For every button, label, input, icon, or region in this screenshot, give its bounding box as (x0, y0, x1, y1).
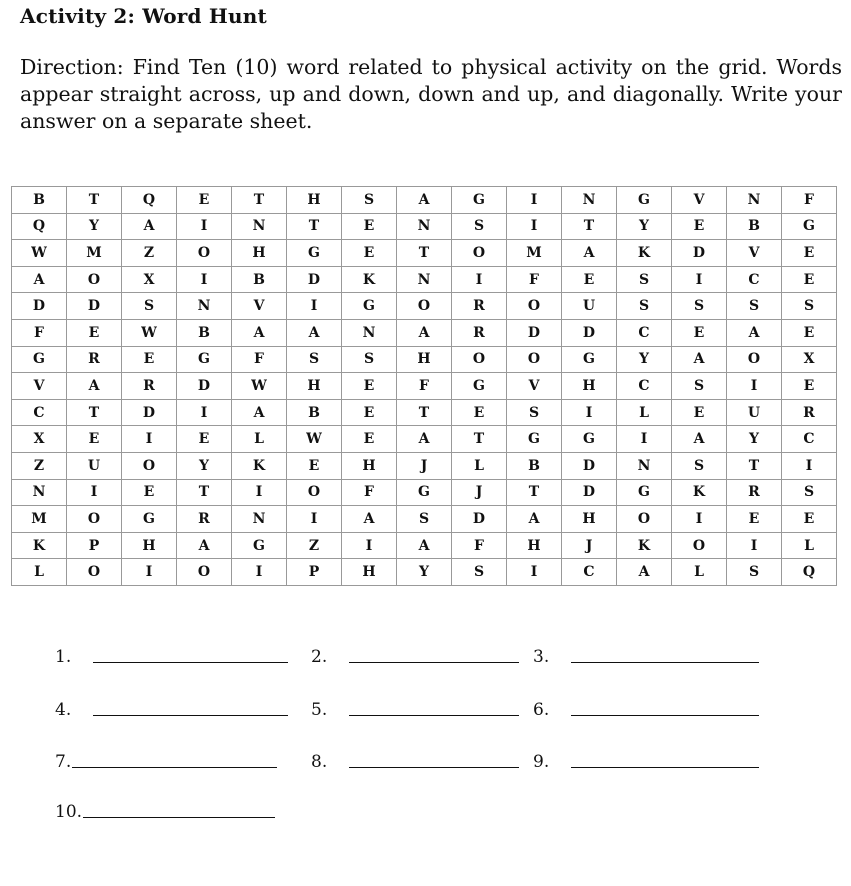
grid-cell[interactable]: I (507, 213, 562, 240)
answer-blank-9 (533, 752, 759, 772)
grid-cell[interactable]: G (782, 213, 837, 240)
grid-cell[interactable]: A (397, 187, 452, 214)
answer-blank-3 (533, 647, 759, 667)
grid-cell[interactable]: D (672, 240, 727, 267)
grid-cell[interactable]: W (232, 373, 287, 400)
grid-cell[interactable]: B (12, 187, 67, 214)
grid-cell[interactable]: D (67, 293, 122, 320)
grid-cell[interactable]: T (507, 479, 562, 506)
grid-cell[interactable]: S (342, 346, 397, 373)
grid-cell[interactable]: I (177, 213, 232, 240)
grid-cell[interactable]: L (12, 559, 67, 586)
grid-cell[interactable]: X (122, 266, 177, 293)
grid-cell[interactable]: T (452, 426, 507, 453)
grid-row (12, 319, 837, 346)
grid-cell[interactable]: E (342, 426, 397, 453)
grid-row (12, 452, 837, 479)
grid-cell[interactable]: A (397, 426, 452, 453)
grid-cell[interactable]: I (67, 479, 122, 506)
grid-cell[interactable]: E (562, 266, 617, 293)
answer-blank-6 (533, 700, 759, 720)
grid-cell[interactable]: S (617, 266, 672, 293)
grid-cell[interactable]: M (507, 240, 562, 267)
grid-cell[interactable]: Q (122, 187, 177, 214)
grid-cell[interactable]: U (727, 399, 782, 426)
grid-cell[interactable]: F (342, 479, 397, 506)
grid-cell[interactable]: C (617, 373, 672, 400)
grid-cell[interactable]: I (672, 506, 727, 533)
grid-cell[interactable]: I (782, 452, 837, 479)
grid-cell[interactable]: U (562, 293, 617, 320)
grid-cell[interactable]: C (562, 559, 617, 586)
grid-cell[interactable]: E (782, 319, 837, 346)
word-search-grid (11, 186, 837, 586)
grid-cell[interactable]: A (177, 532, 232, 559)
grid-cell[interactable]: O (507, 346, 562, 373)
grid-cell[interactable]: A (122, 213, 177, 240)
grid-cell[interactable]: V (672, 187, 727, 214)
grid-cell[interactable]: E (342, 373, 397, 400)
grid-cell[interactable]: Z (122, 240, 177, 267)
grid-cell[interactable]: N (617, 452, 672, 479)
grid-cell[interactable]: K (342, 266, 397, 293)
grid-cell[interactable]: B (232, 266, 287, 293)
grid-cell[interactable]: L (672, 559, 727, 586)
grid-cell[interactable]: T (562, 213, 617, 240)
grid-cell[interactable]: D (177, 373, 232, 400)
grid-cell[interactable]: I (342, 532, 397, 559)
grid-cell[interactable]: D (507, 319, 562, 346)
grid-cell[interactable]: O (67, 559, 122, 586)
grid-cell[interactable]: O (672, 532, 727, 559)
grid-cell[interactable]: O (507, 293, 562, 320)
grid-cell[interactable]: I (232, 559, 287, 586)
grid-cell[interactable]: Q (782, 559, 837, 586)
grid-cell[interactable]: I (122, 426, 177, 453)
grid-cell[interactable]: S (342, 187, 397, 214)
answer-line[interactable] (93, 661, 288, 663)
grid-row (12, 293, 837, 320)
grid-cell[interactable]: K (617, 240, 672, 267)
grid-cell[interactable]: L (452, 452, 507, 479)
answer-line[interactable] (349, 766, 519, 768)
grid-cell[interactable]: G (562, 346, 617, 373)
grid-cell[interactable]: G (452, 187, 507, 214)
grid-cell[interactable]: O (287, 479, 342, 506)
grid-cell[interactable]: R (177, 506, 232, 533)
grid-cell[interactable]: Z (287, 532, 342, 559)
grid-cell[interactable]: S (287, 346, 342, 373)
answer-line[interactable] (72, 766, 277, 768)
grid-cell[interactable]: E (122, 479, 177, 506)
answer-number: 3. (533, 647, 550, 667)
grid-cell[interactable]: Y (67, 213, 122, 240)
grid-cell[interactable]: X (782, 346, 837, 373)
grid-cell[interactable]: O (397, 293, 452, 320)
grid-cell[interactable]: O (727, 346, 782, 373)
grid-cell[interactable]: X (12, 426, 67, 453)
grid-cell[interactable]: I (232, 479, 287, 506)
grid-cell[interactable]: H (342, 559, 397, 586)
grid-cell[interactable]: S (122, 293, 177, 320)
grid-cell[interactable]: A (562, 240, 617, 267)
grid-cell[interactable]: O (617, 506, 672, 533)
answer-blank-4 (55, 700, 288, 720)
grid-row (12, 240, 837, 267)
grid-cell[interactable]: F (12, 319, 67, 346)
grid-cell[interactable]: B (727, 213, 782, 240)
answer-line[interactable] (349, 714, 519, 716)
grid-cell[interactable]: K (617, 532, 672, 559)
grid-cell[interactable]: A (287, 319, 342, 346)
grid-cell[interactable]: F (782, 187, 837, 214)
grid-cell[interactable]: J (452, 479, 507, 506)
grid-cell[interactable]: D (562, 479, 617, 506)
grid-cell[interactable]: D (287, 266, 342, 293)
answer-number: 10. (55, 802, 83, 822)
grid-cell[interactable]: V (507, 373, 562, 400)
grid-cell[interactable]: I (727, 373, 782, 400)
grid-cell[interactable]: S (397, 506, 452, 533)
answer-blank-8 (311, 752, 519, 772)
grid-cell[interactable]: E (122, 346, 177, 373)
grid-cell[interactable]: E (177, 426, 232, 453)
grid-cell[interactable]: I (672, 266, 727, 293)
grid-cell[interactable]: A (507, 506, 562, 533)
grid-cell[interactable]: J (397, 452, 452, 479)
answer-line[interactable] (571, 714, 759, 716)
grid-cell[interactable]: O (67, 266, 122, 293)
grid-cell[interactable]: I (507, 187, 562, 214)
grid-cell[interactable]: W (287, 426, 342, 453)
grid-row (12, 399, 837, 426)
grid-cell[interactable]: T (287, 213, 342, 240)
grid-row (12, 213, 837, 240)
grid-cell[interactable]: E (782, 266, 837, 293)
grid-cell[interactable]: E (177, 187, 232, 214)
grid-cell[interactable]: N (342, 319, 397, 346)
grid-cell[interactable]: Y (617, 346, 672, 373)
grid-cell[interactable]: I (617, 426, 672, 453)
answer-number: 8. (311, 752, 328, 772)
grid-cell[interactable]: S (672, 293, 727, 320)
grid-cell[interactable]: A (672, 346, 727, 373)
grid-row (12, 346, 837, 373)
grid-row (12, 373, 837, 400)
grid-cell[interactable]: I (562, 399, 617, 426)
grid-cell[interactable]: S (727, 293, 782, 320)
answer-blank-10 (55, 802, 275, 822)
grid-cell[interactable]: T (727, 452, 782, 479)
grid-cell[interactable]: Z (12, 452, 67, 479)
grid-cell[interactable]: C (727, 266, 782, 293)
grid-cell[interactable]: T (67, 187, 122, 214)
grid-cell[interactable]: H (287, 373, 342, 400)
answer-line[interactable] (83, 816, 275, 818)
grid-cell[interactable]: I (727, 532, 782, 559)
grid-cell[interactable]: E (672, 319, 727, 346)
grid-cell[interactable]: I (507, 559, 562, 586)
grid-cell[interactable]: H (342, 452, 397, 479)
grid-row (12, 559, 837, 586)
grid-cell[interactable]: A (12, 266, 67, 293)
answer-number: 2. (311, 647, 328, 667)
grid-cell[interactable]: L (782, 532, 837, 559)
grid-cell[interactable]: M (12, 506, 67, 533)
grid-cell[interactable]: O (177, 559, 232, 586)
grid-cell[interactable]: N (397, 213, 452, 240)
grid-cell[interactable]: W (122, 319, 177, 346)
grid-cell[interactable]: G (562, 426, 617, 453)
grid-cell[interactable]: L (232, 426, 287, 453)
grid-cell[interactable]: G (177, 346, 232, 373)
grid-cell[interactable]: D (562, 319, 617, 346)
grid-cell[interactable]: S (507, 399, 562, 426)
grid-cell[interactable]: N (727, 187, 782, 214)
grid-cell[interactable]: I (287, 506, 342, 533)
grid-cell[interactable]: P (67, 532, 122, 559)
grid-cell[interactable]: T (67, 399, 122, 426)
grid-cell[interactable]: G (507, 426, 562, 453)
grid-cell[interactable]: I (122, 559, 177, 586)
grid-row (12, 479, 837, 506)
grid-cell[interactable]: A (342, 506, 397, 533)
grid-cell[interactable]: F (452, 532, 507, 559)
grid-cell[interactable]: D (562, 452, 617, 479)
grid-cell[interactable]: B (287, 399, 342, 426)
grid-cell[interactable]: T (397, 240, 452, 267)
grid-cell[interactable]: N (232, 213, 287, 240)
grid-cell[interactable]: E (342, 399, 397, 426)
grid-cell[interactable]: H (507, 532, 562, 559)
grid-cell[interactable]: C (12, 399, 67, 426)
grid-cell[interactable]: G (342, 293, 397, 320)
grid-cell[interactable]: E (672, 399, 727, 426)
answer-number: 7. (55, 752, 72, 772)
answer-line[interactable] (571, 766, 759, 768)
grid-cell[interactable]: A (617, 559, 672, 586)
answer-blank-5 (311, 700, 519, 720)
grid-row (12, 426, 837, 453)
grid-cell[interactable]: O (452, 346, 507, 373)
grid-cell[interactable]: I (287, 293, 342, 320)
grid-cell[interactable]: S (672, 452, 727, 479)
direction-text: Direction: Find Ten (10) word related to physical activity on the grid. Words appear straight across, up and down, down and up, and diagonally. Write your answer on a separate sheet. (20, 55, 842, 133)
answer-line[interactable] (93, 714, 288, 716)
grid-cell[interactable]: G (617, 479, 672, 506)
grid-cell[interactable]: F (397, 373, 452, 400)
grid-cell[interactable]: F (507, 266, 562, 293)
grid-cell[interactable]: R (67, 346, 122, 373)
grid-cell[interactable]: E (342, 213, 397, 240)
grid-cell[interactable]: C (617, 319, 672, 346)
grid-cell[interactable]: E (287, 452, 342, 479)
grid-cell[interactable]: D (452, 506, 507, 533)
grid-cell[interactable]: G (287, 240, 342, 267)
grid-cell[interactable]: G (397, 479, 452, 506)
grid-cell[interactable]: K (12, 532, 67, 559)
grid-cell[interactable]: H (562, 373, 617, 400)
grid-cell[interactable]: H (122, 532, 177, 559)
grid-row (12, 532, 837, 559)
grid-cell[interactable]: A (67, 373, 122, 400)
grid-cell[interactable]: O (122, 452, 177, 479)
grid-cell[interactable]: E (782, 240, 837, 267)
grid-cell[interactable]: Y (727, 426, 782, 453)
grid-cell[interactable]: F (232, 346, 287, 373)
grid-cell[interactable]: A (672, 426, 727, 453)
grid-cell[interactable]: R (727, 479, 782, 506)
grid-cell[interactable]: N (12, 479, 67, 506)
grid-cell[interactable]: I (177, 266, 232, 293)
grid-cell[interactable]: E (342, 240, 397, 267)
grid-cell[interactable]: S (782, 293, 837, 320)
grid-cell[interactable]: S (782, 479, 837, 506)
grid-cell[interactable]: Y (397, 559, 452, 586)
answer-number: 6. (533, 700, 550, 720)
grid-cell[interactable]: N (177, 293, 232, 320)
grid-cell[interactable]: K (672, 479, 727, 506)
grid-cell[interactable]: G (122, 506, 177, 533)
grid-cell[interactable]: G (12, 346, 67, 373)
grid-cell[interactable]: R (452, 319, 507, 346)
grid-cell[interactable]: E (672, 213, 727, 240)
grid-cell[interactable]: D (12, 293, 67, 320)
answer-blank-2 (311, 647, 519, 667)
grid-cell[interactable]: G (232, 532, 287, 559)
grid-cell[interactable]: N (397, 266, 452, 293)
grid-cell[interactable]: E (782, 506, 837, 533)
grid-cell[interactable]: Y (177, 452, 232, 479)
grid-cell[interactable]: C (782, 426, 837, 453)
grid-cell[interactable]: V (727, 240, 782, 267)
grid-cell[interactable]: H (232, 240, 287, 267)
grid-cell[interactable]: O (177, 240, 232, 267)
answer-line[interactable] (571, 661, 759, 663)
grid-cell[interactable]: S (672, 373, 727, 400)
grid-cell[interactable]: E (452, 399, 507, 426)
grid-cell[interactable]: T (232, 187, 287, 214)
answer-number: 4. (55, 700, 72, 720)
grid-cell[interactable]: J (562, 532, 617, 559)
answer-number: 9. (533, 752, 550, 772)
grid-cell[interactable]: Y (617, 213, 672, 240)
grid-cell[interactable]: O (67, 506, 122, 533)
grid-cell[interactable]: K (232, 452, 287, 479)
grid-cell[interactable]: U (67, 452, 122, 479)
grid-row (12, 506, 837, 533)
grid-cell[interactable]: N (232, 506, 287, 533)
grid-cell[interactable]: R (122, 373, 177, 400)
answer-number: 1. (55, 647, 72, 667)
grid-cell[interactable]: S (727, 559, 782, 586)
grid-cell[interactable]: A (232, 319, 287, 346)
grid-cell[interactable]: E (67, 319, 122, 346)
grid-cell[interactable]: A (727, 319, 782, 346)
grid-cell[interactable]: G (452, 373, 507, 400)
grid-cell[interactable]: A (397, 532, 452, 559)
answer-line[interactable] (349, 661, 519, 663)
grid-cell[interactable]: P (287, 559, 342, 586)
grid-cell[interactable]: S (452, 559, 507, 586)
grid-row (12, 187, 837, 214)
grid-cell[interactable]: E (67, 426, 122, 453)
activity-title: Activity 2: Word Hunt (20, 4, 267, 28)
grid-cell[interactable]: Q (12, 213, 67, 240)
grid-cell[interactable]: H (397, 346, 452, 373)
grid-cell[interactable]: A (232, 399, 287, 426)
grid-cell[interactable]: M (67, 240, 122, 267)
grid-cell[interactable]: V (12, 373, 67, 400)
grid-cell[interactable]: D (122, 399, 177, 426)
grid-cell[interactable]: B (507, 452, 562, 479)
grid-cell[interactable]: R (782, 399, 837, 426)
grid-cell[interactable]: W (12, 240, 67, 267)
grid-cell[interactable]: I (452, 266, 507, 293)
grid-row (12, 266, 837, 293)
grid-cell[interactable]: N (562, 187, 617, 214)
grid-cell[interactable]: H (287, 187, 342, 214)
grid-cell[interactable]: B (177, 319, 232, 346)
answer-blank-1 (55, 647, 288, 667)
grid-cell[interactable]: A (397, 319, 452, 346)
answer-number: 5. (311, 700, 328, 720)
grid-cell[interactable]: S (452, 213, 507, 240)
grid-cell[interactable]: E (727, 506, 782, 533)
grid-cell[interactable]: R (452, 293, 507, 320)
grid-cell[interactable]: I (177, 399, 232, 426)
grid-cell[interactable]: T (177, 479, 232, 506)
grid-cell[interactable]: O (452, 240, 507, 267)
answer-blank-7 (55, 752, 277, 772)
grid-cell[interactable]: V (232, 293, 287, 320)
grid-cell[interactable]: G (617, 187, 672, 214)
grid-cell[interactable]: L (617, 399, 672, 426)
grid-cell[interactable]: T (397, 399, 452, 426)
grid-cell[interactable]: H (562, 506, 617, 533)
grid-cell[interactable]: E (782, 373, 837, 400)
grid-cell[interactable]: S (617, 293, 672, 320)
